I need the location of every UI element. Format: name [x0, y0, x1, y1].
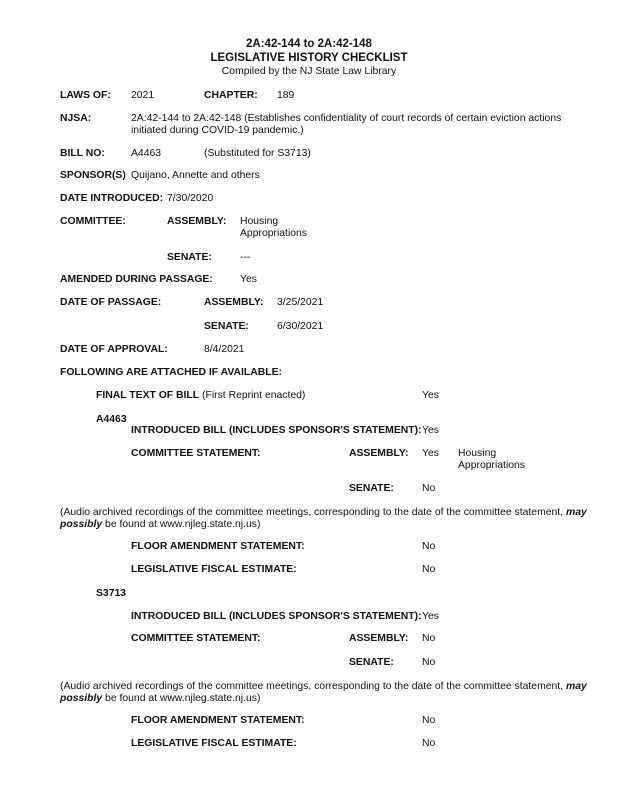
s3713-introduced-label: INTRODUCED BILL (INCLUDES SPONSOR'S STATEMENT):	[131, 611, 422, 622]
s3713-senate-label: SENATE:	[349, 657, 394, 668]
page-subtitle: LEGISLATIVE HISTORY CHECKLIST	[210, 52, 408, 64]
a4463-assembly-value: Yes	[422, 448, 439, 459]
a4463-committee-label: COMMITTEE STATEMENT:	[131, 448, 261, 459]
approval-label: DATE OF APPROVAL:	[60, 344, 168, 355]
passage-senate-label: SENATE:	[204, 321, 249, 332]
bill-no-note: (Substituted for S3713)	[204, 148, 311, 159]
committee-senate-value: ---	[240, 252, 251, 263]
sponsors-label: SPONSOR(S)	[60, 170, 126, 181]
s3713-floor-label: FLOOR AMENDMENT STATEMENT:	[131, 715, 305, 726]
bill-no-label: BILL NO:	[60, 148, 105, 159]
a4463-introduced-label: INTRODUCED BILL (INCLUDES SPONSOR'S STATEMENT):	[131, 425, 422, 436]
a4463-fiscal-value: No	[422, 564, 436, 575]
page-title: 2A:42-144 to 2A:42-148	[246, 38, 372, 50]
a4463-bill-label: A4463	[96, 414, 127, 425]
passage-senate-value: 6/30/2021	[277, 321, 324, 332]
passage-assembly-label: ASSEMBLY:	[204, 297, 264, 308]
amended-value: Yes	[240, 274, 257, 285]
s3713-bill-label: S3713	[96, 588, 127, 599]
a4463-assembly-committee-2: Appropriations	[458, 460, 526, 471]
s3713-introduced-value: Yes	[422, 611, 439, 622]
s3713-senate-value: No	[422, 657, 436, 668]
chapter-label: CHAPTER:	[204, 90, 258, 101]
s3713-assembly-value: No	[422, 633, 436, 644]
s3713-fiscal-label: LEGISLATIVE FISCAL ESTIMATE:	[131, 738, 297, 749]
final-text-note: (First Reprint enacted)	[202, 390, 306, 401]
s3713-floor-value: No	[422, 715, 436, 726]
s3713-committee-label: COMMITTEE STATEMENT:	[131, 633, 261, 644]
final-text-value: Yes	[422, 390, 439, 401]
a4463-introduced-value: Yes	[422, 425, 439, 436]
chapter-value: 189	[277, 90, 295, 101]
njsa-value: 2A:42-144 to 2A:42-148 (Establishes confidentiality of court records of certain eviction actions initiated during COVID-19 pandemic.)	[131, 113, 562, 136]
final-text-label: FINAL TEXT OF BILL	[96, 390, 200, 401]
a4463-fiscal-label: LEGISLATIVE FISCAL ESTIMATE:	[131, 564, 297, 575]
laws-of-value: 2021	[131, 90, 155, 101]
njsa-label: NJSA:	[60, 113, 92, 124]
committee-senate-label: SENATE:	[167, 252, 212, 263]
a4463-floor-value: No	[422, 541, 436, 552]
date-introduced-label: DATE INTRODUCED:	[60, 193, 164, 204]
date-introduced-value: 7/30/2020	[167, 193, 214, 204]
a4463-senate-value: No	[422, 483, 436, 494]
s3713-assembly-label: ASSEMBLY:	[349, 633, 409, 644]
a4463-senate-label: SENATE:	[349, 483, 394, 494]
laws-of-label: LAWS OF:	[60, 90, 111, 101]
a4463-assembly-label: ASSEMBLY:	[349, 448, 409, 459]
committee-assembly-value-2: Appropriations	[240, 228, 308, 239]
sponsors-value: Quijano, Annette and others	[131, 170, 260, 181]
compiled-by: Compiled by the NJ State Law Library	[221, 66, 397, 77]
committee-assembly-value-1: Housing	[240, 216, 279, 227]
s3713-fiscal-value: No	[422, 738, 436, 749]
final-text-row	[96, 390, 305, 402]
bill-no-value: A4463	[131, 148, 162, 159]
a4463-floor-label: FLOOR AMENDMENT STATEMENT:	[131, 541, 305, 552]
a4463-assembly-committee-1: Housing	[458, 448, 497, 459]
committee-label: COMMITTEE:	[60, 216, 126, 227]
passage-assembly-value: 3/25/2021	[277, 297, 324, 308]
audio-note-a4463: (Audio archived recordings of the committee meetings, corresponding to the date of the committee statement, may possibly be found at www.njleg.state.nj.us)	[60, 507, 587, 530]
amended-label: AMENDED DURING PASSAGE:	[60, 274, 213, 285]
committee-assembly-label: ASSEMBLY:	[167, 216, 227, 227]
approval-value: 8/4/2021	[204, 344, 245, 355]
attached-heading: FOLLOWING ARE ATTACHED IF AVAILABLE:	[60, 367, 283, 378]
audio-note-s3713: (Audio archived recordings of the committee meetings, corresponding to the date of the committee statement, may possibly be found at www.njleg.state.nj.us)	[60, 681, 587, 704]
passage-label: DATE OF PASSAGE:	[60, 297, 162, 308]
